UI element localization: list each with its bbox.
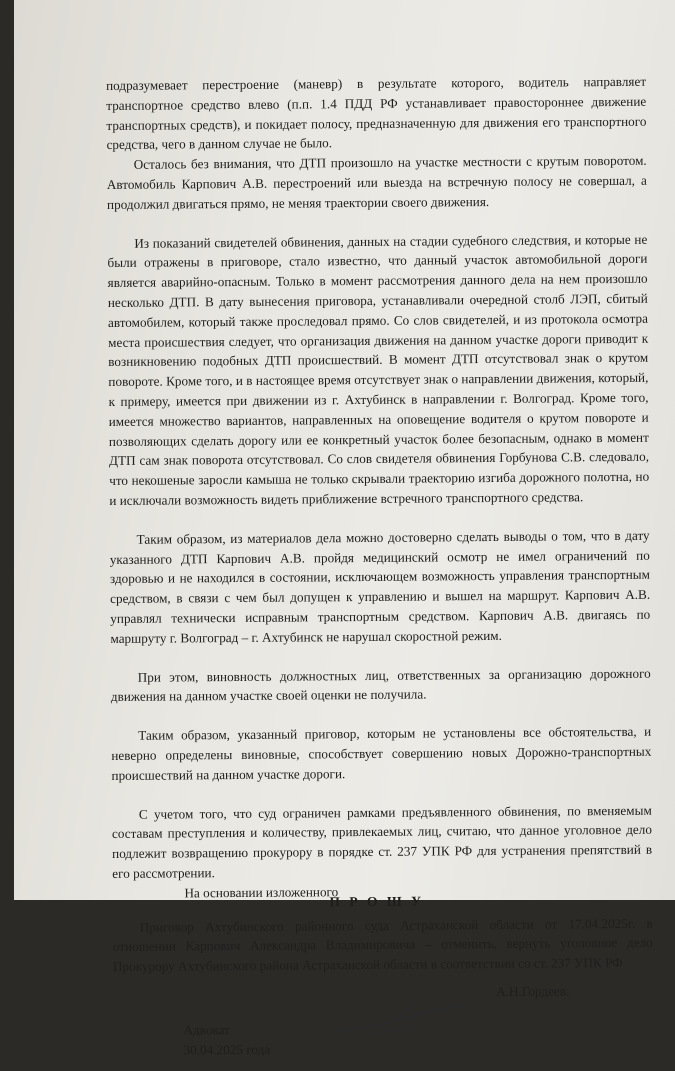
paragraph-officials-guilt: При этом, виновность должностных лиц, ответственных за организацию дорожного движения на данном участке своей оценки не получила. — [110, 665, 651, 705]
handwritten-signature — [323, 984, 473, 1045]
request-text: Приговор Ахтубинского районного суда Астраханской области от 17.04.2025г. в отношении Карпович Александра Владимировича – отменить, вернуть уголовное дело Прокурору Ахтубинского района Астраханской области в соответствии со ст. 237 УПК РФ — [112, 915, 653, 975]
request-title: П Р О Ш У — [329, 893, 425, 909]
signature-block — [113, 977, 654, 1071]
basis-heading — [112, 879, 652, 909]
signer-role: Адвокат — [183, 1022, 231, 1038]
paragraph-sharp-turn: Осталось без внимания, что ДТП произошло на участке местности с крутым поворотом. Автомобиль Карпович А.В. перестроений или выезда на встречную полосу не совершал, а продолжил двигаться прямо, не меняя траектории своего движения. — [106, 152, 647, 212]
basis-line: На основании изложенного — [184, 883, 339, 901]
document-page — [14, 0, 675, 1058]
paragraph-conclusion-driver: Таким образом, из материалов дела можно достоверно сделать выводы о том, что в дату указанного ДТП Карпович А.В. пройдя медицинский осмотр не имел ограничений по здоровью и не находился в состоянии, исключающем возможность управления транспортным средством, в связи с чем был допущен к управлению и вышел на маршрут. Карпович А.В. управлял технически исправным транспортным средством. Карпович А.В. двигаясь по маршруту г. Волгоград – г. Ахтубинск не нарушал скоростной режим. — [109, 527, 651, 646]
document-date: 30.04.2025 года — [183, 1041, 271, 1058]
paragraph-return-to-prosecutor: С учетом того, что суд ограничен рамками предъявленного обвинения, по вменяемым составам преступления и количеству, привлекаемых лиц, считаю, что данное уголовное дело подлежит возвращению прокурору в порядке ст. 237 УПК РФ для устранения препятствий в его рассмотрении. — [111, 802, 653, 881]
paragraph-verdict-issues: Таким образом, указанный приговор, которым не установлены все обстоятельства, и неверно определены виновные, способствует совершению новых Дорожно-транспортных происшествий на данном участке дороги. — [111, 723, 652, 783]
signer-name: А.Н.Гордеев. — [496, 983, 570, 1000]
paragraph-maneuver: подразумевает перестроение (маневр) в результате которого, водитель направляет транспортное средство влево (п.п. 1.4 ПДД РФ устанавливает правостороннее движение транспортных средств), и покидает полосу, предназначенную для движения его транспортного средства, чего в данном случае не было. — [106, 73, 647, 153]
document-body — [106, 72, 654, 1071]
paragraph-witness-testimony: Из показаний свидетелей обвинения, данных на стадии судебного следствия, и которые не были отражены в приговоре, стало известно, что данный участок автомобильной дороги является аварийно-опасным. Только в момент рассмотрения данного дела на нем произошло несколько ДТП. В дату вынесения приговора, устанавливали очередной столб ЛЭП, сбитый автомобилем, который также проследовал прямо. Со слов свидетелей, и из протокола осмотра места происшествия следует, что организация движения на данном участке дороги приводит к возникновению подобных ДТП происшествий. В момент ДТП отсутствовал знак о крутом повороте. Кроме того, и в настоящее время отсутствует знак о направлении движения, который, к примеру, имеется при движении из г. Ахтубинск в направлении г. Волгоград. Кроме того, имеется множество вариантов, направленных на оповещение водителя о крутом повороте и позволяющих сделать дорогу или ее конкретный участок более безопасным, однако в момент ДТП сам знак поворота отсутствовал. Со слов свидетеля обвинения Горбунова С.В. следовало, что некошеные заросли камыша не только скрывали траекторию изгиба дорожного полотна, но и исключали возможность видеть приближение встречного транспортного средства. — [107, 231, 650, 508]
